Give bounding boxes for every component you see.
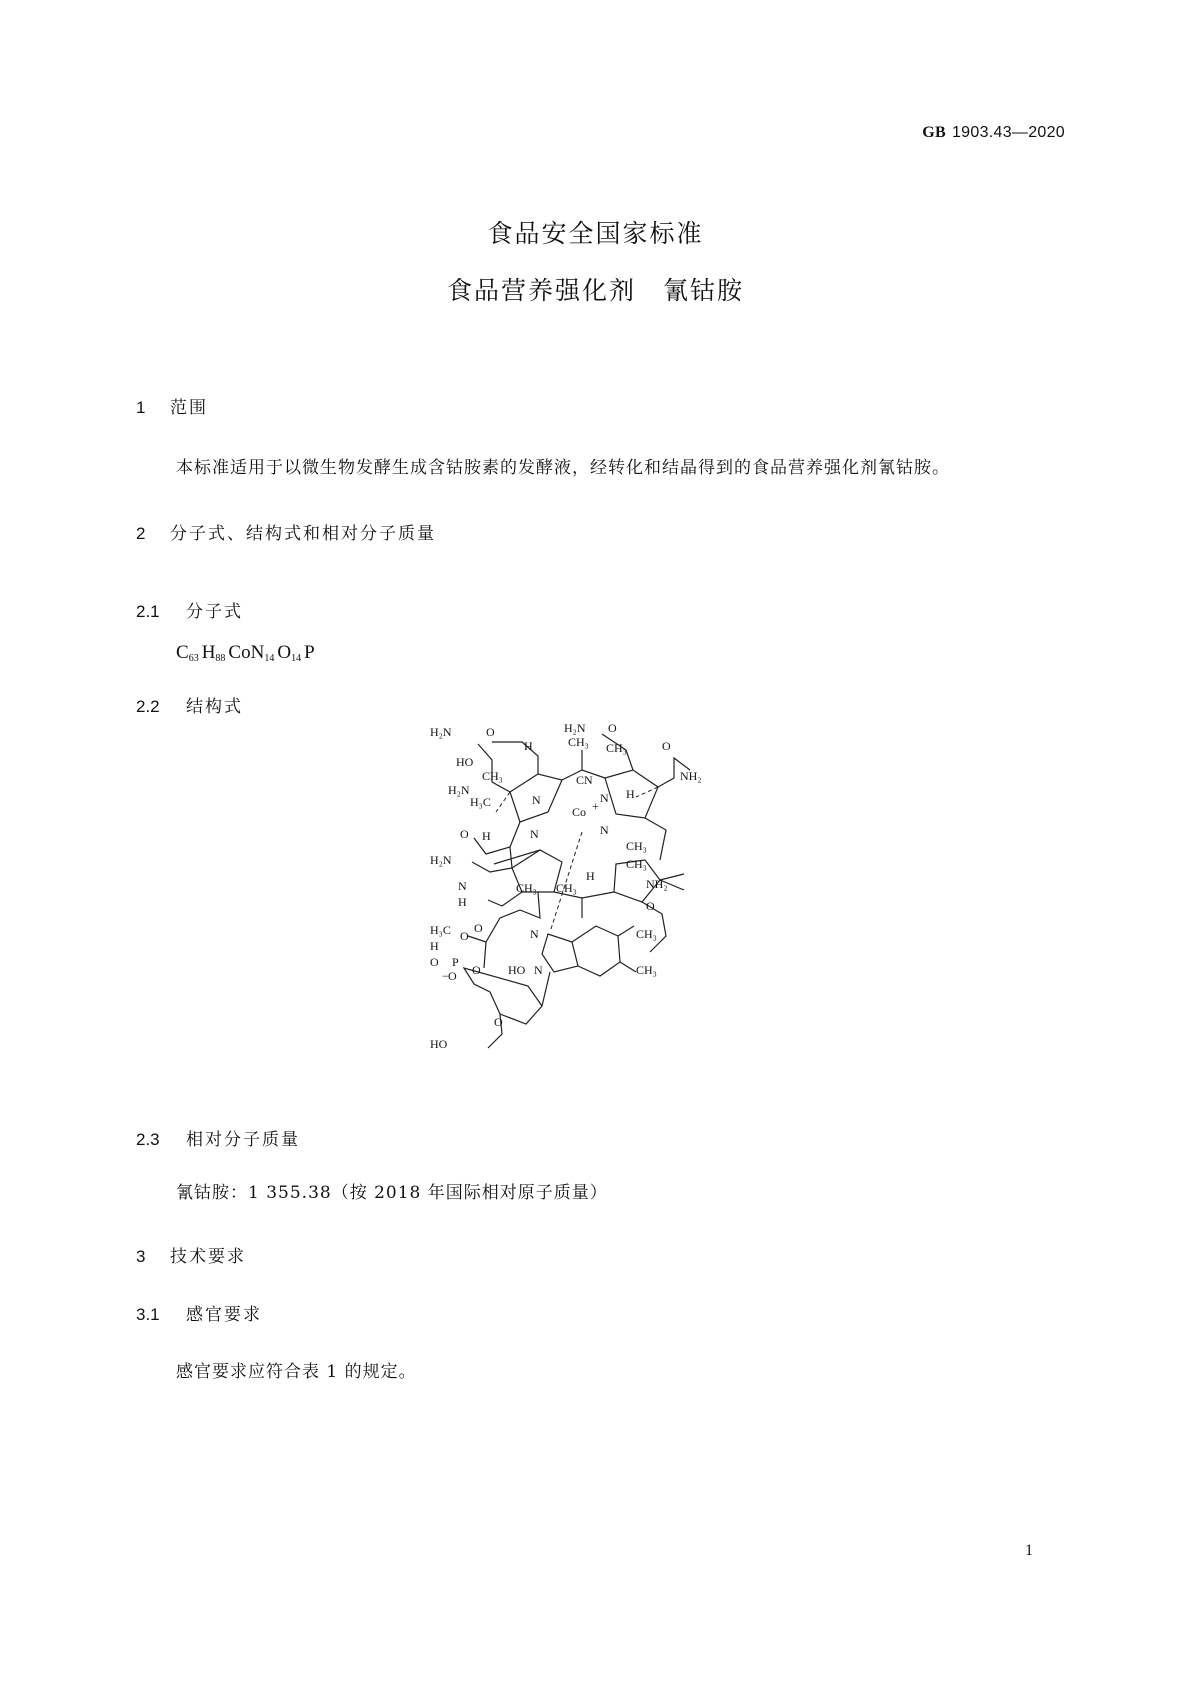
- svg-text:HO: HO: [456, 755, 474, 769]
- svg-text:H₂N: H₂N: [430, 725, 452, 739]
- svg-text:−: −: [442, 969, 449, 983]
- scope-paragraph: 本标准适用于以微生物发酵生成含钴胺素的发酵液，经转化和结晶得到的食品营养强化剂氰钴胺。: [176, 458, 950, 478]
- section-heading-3: [136, 1242, 246, 1267]
- section-number: 3.1: [136, 1305, 160, 1324]
- svg-text:Co: Co: [572, 805, 587, 819]
- section-heading-2-2: [136, 692, 243, 717]
- section-number: 2.2: [136, 697, 160, 716]
- section-number: 2: [136, 524, 146, 543]
- standard-number: 1903.43—2020: [951, 124, 1065, 141]
- svg-text:O: O: [472, 963, 481, 977]
- svg-text:N: N: [532, 793, 541, 807]
- page-number: 1: [1025, 1542, 1033, 1559]
- svg-text:CH₃: CH₃: [606, 741, 627, 755]
- section-title: 相对分子质量: [186, 1130, 300, 1150]
- molecular-formula: $C_{63}$ $H_{88}$ CoN$_{14}$ $O_{14}$ P: [176, 642, 315, 664]
- svg-text:O: O: [448, 969, 457, 983]
- svg-text:O: O: [460, 929, 469, 943]
- svg-text:CH₃: CH₃: [636, 963, 657, 977]
- svg-text:HO: HO: [430, 1037, 448, 1051]
- svg-text:H: H: [626, 787, 635, 801]
- structural-formula-diagram: [430, 722, 760, 1144]
- section-title: 分子式、结构式和相对分子质量: [170, 524, 436, 544]
- svg-text:CH₃: CH₃: [556, 881, 577, 895]
- svg-text:N: N: [600, 823, 609, 837]
- section-title: 感官要求: [186, 1305, 262, 1325]
- section-number: 2.1: [136, 602, 160, 621]
- svg-text:H: H: [458, 895, 467, 909]
- standard-code: [922, 124, 1065, 142]
- svg-text:+: +: [592, 799, 599, 813]
- svg-text:O: O: [430, 955, 439, 969]
- svg-text:O: O: [662, 739, 671, 753]
- section-title: 范围: [170, 398, 208, 418]
- standard-prefix: GB: [922, 124, 946, 141]
- section-heading-3-1: [136, 1300, 262, 1325]
- svg-text:O: O: [494, 1015, 503, 1029]
- document-title-line2: 食品营养强化剂 氰钴胺: [446, 276, 744, 305]
- section-heading-2-3: [136, 1125, 300, 1150]
- svg-text:CH₃: CH₃: [626, 839, 647, 853]
- svg-text:H: H: [524, 739, 533, 753]
- svg-text:O: O: [460, 827, 469, 841]
- svg-text:H: H: [586, 869, 595, 883]
- svg-text:CH₃: CH₃: [516, 881, 537, 895]
- section-number: 2.3: [136, 1130, 160, 1149]
- svg-text:N: N: [530, 827, 539, 841]
- svg-text:O: O: [608, 722, 617, 735]
- section-title: 技术要求: [170, 1247, 246, 1267]
- svg-text:CH₃: CH₃: [568, 735, 589, 749]
- section-heading-2: [136, 519, 436, 544]
- svg-text:CH₃: CH₃: [636, 927, 657, 941]
- svg-text:N: N: [534, 963, 543, 977]
- svg-text:N: N: [600, 791, 609, 805]
- svg-text:O: O: [474, 921, 483, 935]
- svg-text:CH₃: CH₃: [626, 857, 647, 871]
- section-title: 结构式: [186, 697, 243, 717]
- section-number: 1: [136, 398, 146, 417]
- svg-text:N: N: [530, 927, 539, 941]
- svg-text:H₂N: H₂N: [430, 853, 452, 867]
- svg-text:P: P: [452, 955, 459, 969]
- section-heading-1: [136, 393, 208, 418]
- sensory-requirements-paragraph: 感官要求应符合表 1 的规定。: [176, 1362, 417, 1382]
- molecular-weight-paragraph: 氰钴胺：1 355.38（按 2018 年国际相对原子质量）: [176, 1183, 608, 1203]
- svg-text:H₂N: H₂N: [564, 722, 586, 735]
- svg-text:NH₂: NH₂: [680, 769, 702, 783]
- svg-text:CN: CN: [576, 773, 593, 787]
- document-title-line1: 食品安全国家标准: [487, 219, 704, 248]
- section-title: 分子式: [186, 602, 243, 622]
- svg-text:H₂N: H₂N: [448, 783, 470, 797]
- section-number: 3: [136, 1247, 146, 1266]
- svg-text:O: O: [646, 899, 655, 913]
- svg-text:CH₃: CH₃: [482, 769, 503, 783]
- svg-text:H₃C: H₃C: [430, 923, 451, 937]
- svg-text:H: H: [430, 939, 439, 953]
- svg-text:O: O: [486, 725, 495, 739]
- svg-text:N: N: [458, 879, 467, 893]
- svg-text:H₃C: H₃C: [470, 795, 491, 809]
- svg-text:HO: HO: [508, 963, 526, 977]
- svg-text:NH₂: NH₂: [646, 877, 668, 891]
- svg-text:H: H: [482, 829, 491, 843]
- section-heading-2-1: [136, 597, 243, 622]
